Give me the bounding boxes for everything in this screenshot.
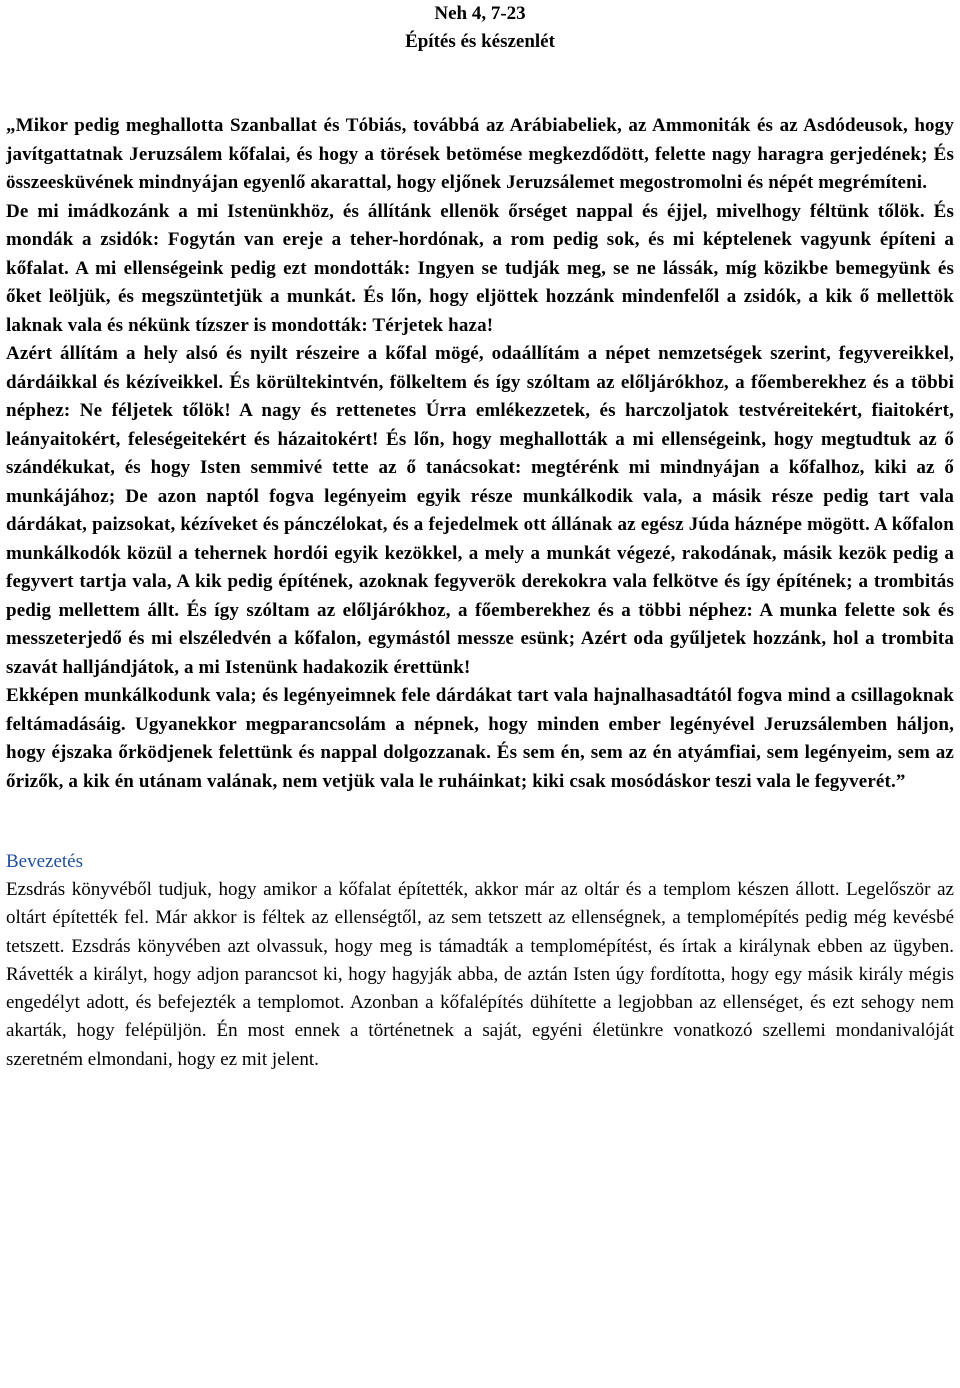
- scripture-reference: Neh 4, 7-23: [434, 3, 526, 24]
- document-page: [6, 0, 954, 1074]
- section-heading-introduction: Bevezetés: [6, 851, 84, 872]
- quote-paragraph: Azért állítám a hely alsó és nyilt részeire a kőfal mögé, odaállítám a népet nemzetségek szerint, fegyvereikkel, dárdáikkal és kézíveikkel. És körültekintvén, fölkeltem és így szóltam az előljárókhoz, a főemberekhez és a többi néphez: Ne féljetek tőlök! A nagy és rettenetes Úrra emlékezzetek, és harczoljatok testvéreitekért, fiaitokért, leányaitokért, feleségeitekért és házaitokért! És lőn, hogy meghallották a mi ellenségeink, hogy megtudtuk az ő szándékukat, és hogy Isten semmivé tette az ő tanácsokat: megtérénk mi mindnyájan a kőfalhoz, kiki az ő munkájához; De azon naptól fogva legényeim egyik része munkálkodik vala, a másik része pedig tart vala dárdákat, paizsokat, kézíveket és pánczélokat, és a fejedelmek ott állának az egész Júda háznépe mögött. A kőfalon munkálkodók közül a tehernek hordói egyik kezökkel, a mely a munkát végezé, rakodának, másik kezök pedig a fegyvert tartja vala, A kik pedig építének, azoknak fegyverök derekokra vala felkötve és így építének; a trombitás pedig mellettem állt. És így szóltam az előljárókhoz, a főemberekhez és a többi néphez: A munka felette sok és messzeterjedő és mi elszéledvén a kőfalon, egymástól messze esünk; Azért oda gyűljetek hozzánk, hol a trombita szavát halljándjátok, a mi Istenünk hadakozik érettünk!: [6, 343, 954, 678]
- scripture-quote: [6, 112, 954, 796]
- sermon-title: Építés és készenlét: [405, 31, 555, 52]
- introduction-section: [6, 876, 954, 1074]
- quote-paragraph: Ekképen munkálkodunk vala; és legényeimnek fele dárdákat tart vala hajnalhasadtától fogva mind a csillagoknak feltámadásáig. Ugyanekkor megparancsolám a népnek, hogy minden ember legényével Jeruzsálemben háljon, hogy éjszaka őrködjenek felettünk és nappal dolgozzanak. És sem én, sem az én atyámfiai, sem legényeim, sem az őrizők, a kik én utánam valának, nem vetjük vala le ruháinkat; kiki csak mosódáskor teszi vala le fegyverét.”: [6, 685, 954, 792]
- quote-paragraph: De mi imádkozánk a mi Istenünkhöz, és állítánk ellenök őrséget nappal és éjjel, mivelhogy féltünk tőlök. És mondák a zsidók: Fogytán van ereje a teher-hordónak, a rom pedig sok, és mi képtelenek vagyunk építeni a kőfalat. A mi ellenségeink pedig ezt mondották: Ingyen se tudják meg, se ne lássák, míg közikbe bemegyünk és őket leöljük, és megszüntetjük a munkát. És lőn, hogy eljöttek hozzánk mindenfelől a zsidók, a kik ő mellettök laknak vala és nékünk tízszer is mondották: Térjetek haza!: [6, 200, 954, 336]
- introduction-paragraph: Ezsdrás könyvéből tudjuk, hogy amikor a kőfalat építették, akkor már az oltár és a templom készen állott. Legelőször az oltárt építették fel. Már akkor is féltek az ellenségtől, az sem tetszett az ellenségnek, a templomépítés pedig még kevésbé tetszett. Ezsdrás könyvében azt olvassuk, hogy meg is támadták a templomépítést, és írtak a királynak ebben az ügyben. Rávették a királyt, hogy adjon parancsot ki, hogy hagyják abba, de aztán Isten úgy fordította, hogy egy másik király mégis engedélyt adott, és befejezték a templomot. Azonban a kőfalépítés dühítette a legjobban az ellenséget, és ezt sehogy nem akarták, hogy felépüljön. Én most ennek a történetnek a saját, egyéni életünkre vonatkozó szellemi mondanivalóját szeretném elmondani, hogy ez mit jelent.: [6, 879, 954, 1070]
- quote-paragraph: „Mikor pedig meghallotta Szanballat és Tóbiás, továbbá az Arábiabeliek, az Ammoniták és az Asdódeusok, hogy javítgattatnak Jeruzsálem kőfalai, és hogy a törések betömése megkezdődött, felette nagy haragra gerjedének; És összeesküvének mindnyájan egyenlő akarattal, hogy eljőnek Jeruzsálemet megostromolni és népét megrémíteni.: [6, 115, 954, 193]
